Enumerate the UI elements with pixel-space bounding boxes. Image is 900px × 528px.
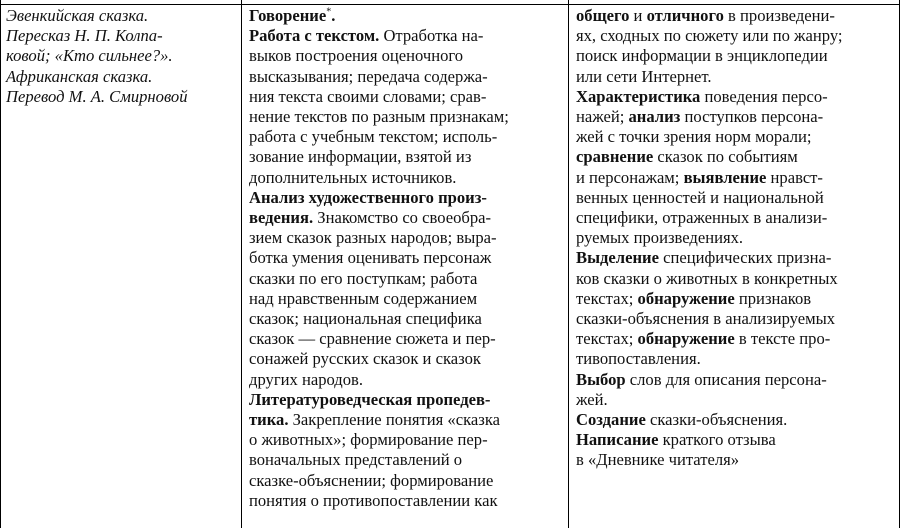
text-run: специфических призна- — [658, 248, 832, 268]
table-top-border — [0, 4, 900, 5]
content-cell — [249, 6, 561, 511]
works-cell — [6, 6, 236, 107]
content-line — [249, 127, 561, 147]
bold-term: Литературоведческая пропедев- — [249, 389, 491, 409]
bold-term: тика. — [249, 410, 289, 430]
content-line — [249, 309, 561, 329]
text-run: тивопоставления. — [576, 349, 701, 369]
activities-line — [576, 329, 894, 349]
bold-term: обнаружение — [637, 329, 735, 349]
text-run: признаков — [734, 288, 812, 308]
column-divider-1 — [241, 0, 242, 528]
activities-line — [576, 269, 894, 289]
content-line — [249, 370, 561, 390]
text-run: поиск информации в энциклопедии — [576, 46, 828, 66]
text-run: и персонажам; — [576, 167, 684, 187]
text-run: жей. — [576, 389, 608, 409]
bold-term: Выделение — [576, 248, 659, 268]
content-line — [249, 450, 561, 470]
content-line — [249, 107, 561, 127]
works-line: ковой; «Кто сильнее?». — [6, 46, 173, 66]
activities-line — [576, 410, 894, 430]
text-run: работа с учебным текстом; исполь- — [249, 127, 498, 147]
activities-line — [576, 168, 894, 188]
activities-line — [576, 6, 894, 26]
works-line: Перевод М. А. Смирновой — [6, 86, 188, 106]
activities-line — [576, 46, 894, 66]
bold-term: анализ — [628, 107, 681, 127]
content-line — [249, 46, 561, 66]
text-run: выков построения оценочного — [249, 46, 464, 66]
bold-term: выявление — [683, 167, 767, 187]
activities-line — [576, 228, 894, 248]
text-run: сказок по событиям — [653, 147, 798, 167]
activities-line — [576, 289, 894, 309]
content-line — [249, 228, 561, 248]
content-line — [249, 188, 561, 208]
text-run: Отработка на- — [379, 26, 484, 46]
bold-term: сравнение — [576, 147, 654, 167]
text-run: сказок — сравнение сюжета и пер- — [249, 329, 496, 349]
activities-line — [576, 208, 894, 228]
activities-cell — [576, 6, 894, 471]
text-run: краткого отзыва — [658, 430, 776, 450]
works-line: Пересказ Н. П. Колпа- — [6, 26, 163, 46]
text-run: других народов. — [249, 369, 364, 389]
bold-term: отличного — [646, 6, 724, 25]
content-line — [249, 390, 561, 410]
text-run: дополнительных источников. — [249, 167, 457, 187]
activities-line — [576, 370, 894, 390]
text-run: или сети Интернет. — [576, 66, 712, 86]
text-run: жей с точки зрения норм морали; — [576, 127, 812, 147]
content-line — [249, 208, 561, 228]
bold-term: Анализ художественного произ- — [249, 187, 487, 207]
activities-line — [576, 107, 894, 127]
activities-line — [576, 87, 894, 107]
text-run: руемых произведениях. — [576, 228, 744, 248]
bold-term: обнаружение — [637, 288, 735, 308]
text-run: венных ценностей и национальной — [576, 187, 824, 207]
activities-line — [576, 188, 894, 208]
bold-term: Написание — [576, 430, 659, 450]
text-run: текстах; — [576, 288, 638, 308]
text-run: в тексте про- — [734, 329, 831, 349]
text-run: поведения персо- — [700, 86, 828, 106]
text-run: ния текста своими словами; срав- — [249, 86, 487, 106]
text-run: текстах; — [576, 329, 638, 349]
text-run: воначальных представлений о — [249, 450, 463, 470]
bold-term: Выбор — [576, 369, 626, 389]
works-line: Эвенкийская сказка. — [6, 6, 149, 25]
text-run: над нравственным содержанием — [249, 288, 478, 308]
text-run: о животных»; формирование пер- — [249, 430, 488, 450]
content-line — [249, 289, 561, 309]
text-run: Закрепление понятия «сказка — [288, 410, 500, 430]
text-run: высказывания; передача содержа- — [249, 66, 488, 86]
bold-term: Говорение — [249, 6, 327, 25]
text-run: и — [629, 6, 647, 25]
activities-line — [576, 349, 894, 369]
text-run: нение текстов по разным признакам; — [249, 107, 509, 127]
activities-line — [576, 430, 894, 450]
content-line — [249, 67, 561, 87]
activities-line — [576, 127, 894, 147]
bold-term: Характеристика — [576, 86, 701, 106]
content-line — [249, 6, 561, 26]
text-run: ков сказки о животных в конкретных — [576, 268, 838, 288]
bold-term: . — [331, 6, 336, 25]
text-run: сказок; национальная специфика — [249, 309, 482, 329]
works-line: Африканская сказка. — [6, 66, 153, 86]
activities-line — [576, 26, 894, 46]
text-run: поступков персона- — [680, 107, 824, 127]
content-line — [249, 329, 561, 349]
text-run: нажей; — [576, 107, 629, 127]
content-line — [249, 26, 561, 46]
content-line — [249, 349, 561, 369]
text-run: сонажей русских сказок и сказок — [249, 349, 481, 369]
text-run: * — [326, 6, 332, 18]
text-run: зием сказок разных народов; выра- — [249, 228, 497, 248]
text-run: в «Дневнике читателя» — [576, 450, 740, 470]
content-line — [249, 269, 561, 289]
content-line — [249, 491, 561, 511]
content-line — [249, 410, 561, 430]
content-line — [249, 430, 561, 450]
text-run: ях, сходных по сюжету или по жанру; — [576, 26, 843, 46]
activities-line — [576, 390, 894, 410]
text-run: ботка умения оценивать персонаж — [249, 248, 492, 268]
table-left-border — [0, 0, 1, 528]
activities-line — [576, 450, 894, 470]
bold-term: Создание — [576, 410, 646, 430]
bold-term: Работа с текстом. — [249, 26, 380, 46]
text-run: в произведени- — [723, 6, 835, 25]
bold-term: ведения. — [249, 208, 314, 228]
text-run: нравст- — [766, 167, 823, 187]
content-line — [249, 168, 561, 188]
bold-term: общего — [576, 6, 630, 25]
content-line — [249, 147, 561, 167]
text-run: зование информации, взятой из — [249, 147, 472, 167]
text-run: понятия о противопоставлении как — [249, 490, 498, 510]
content-line — [249, 471, 561, 491]
content-line — [249, 248, 561, 268]
activities-line — [576, 67, 894, 87]
text-run: сказки-объяснения в анализируемых — [576, 309, 836, 329]
text-run: сказки по его поступкам; работа — [249, 268, 478, 288]
text-run: сказки-объяснения. — [645, 410, 788, 430]
text-run: сказке-объяснении; формирование — [249, 470, 494, 490]
column-divider-2 — [568, 0, 569, 528]
text-run: Знакомство со своеобра- — [313, 208, 492, 228]
activities-line — [576, 309, 894, 329]
content-line — [249, 87, 561, 107]
text-run: слов для описания персона- — [625, 369, 827, 389]
text-run: специфики, отраженных в анализи- — [576, 208, 828, 228]
activities-line — [576, 147, 894, 167]
activities-line — [576, 248, 894, 268]
